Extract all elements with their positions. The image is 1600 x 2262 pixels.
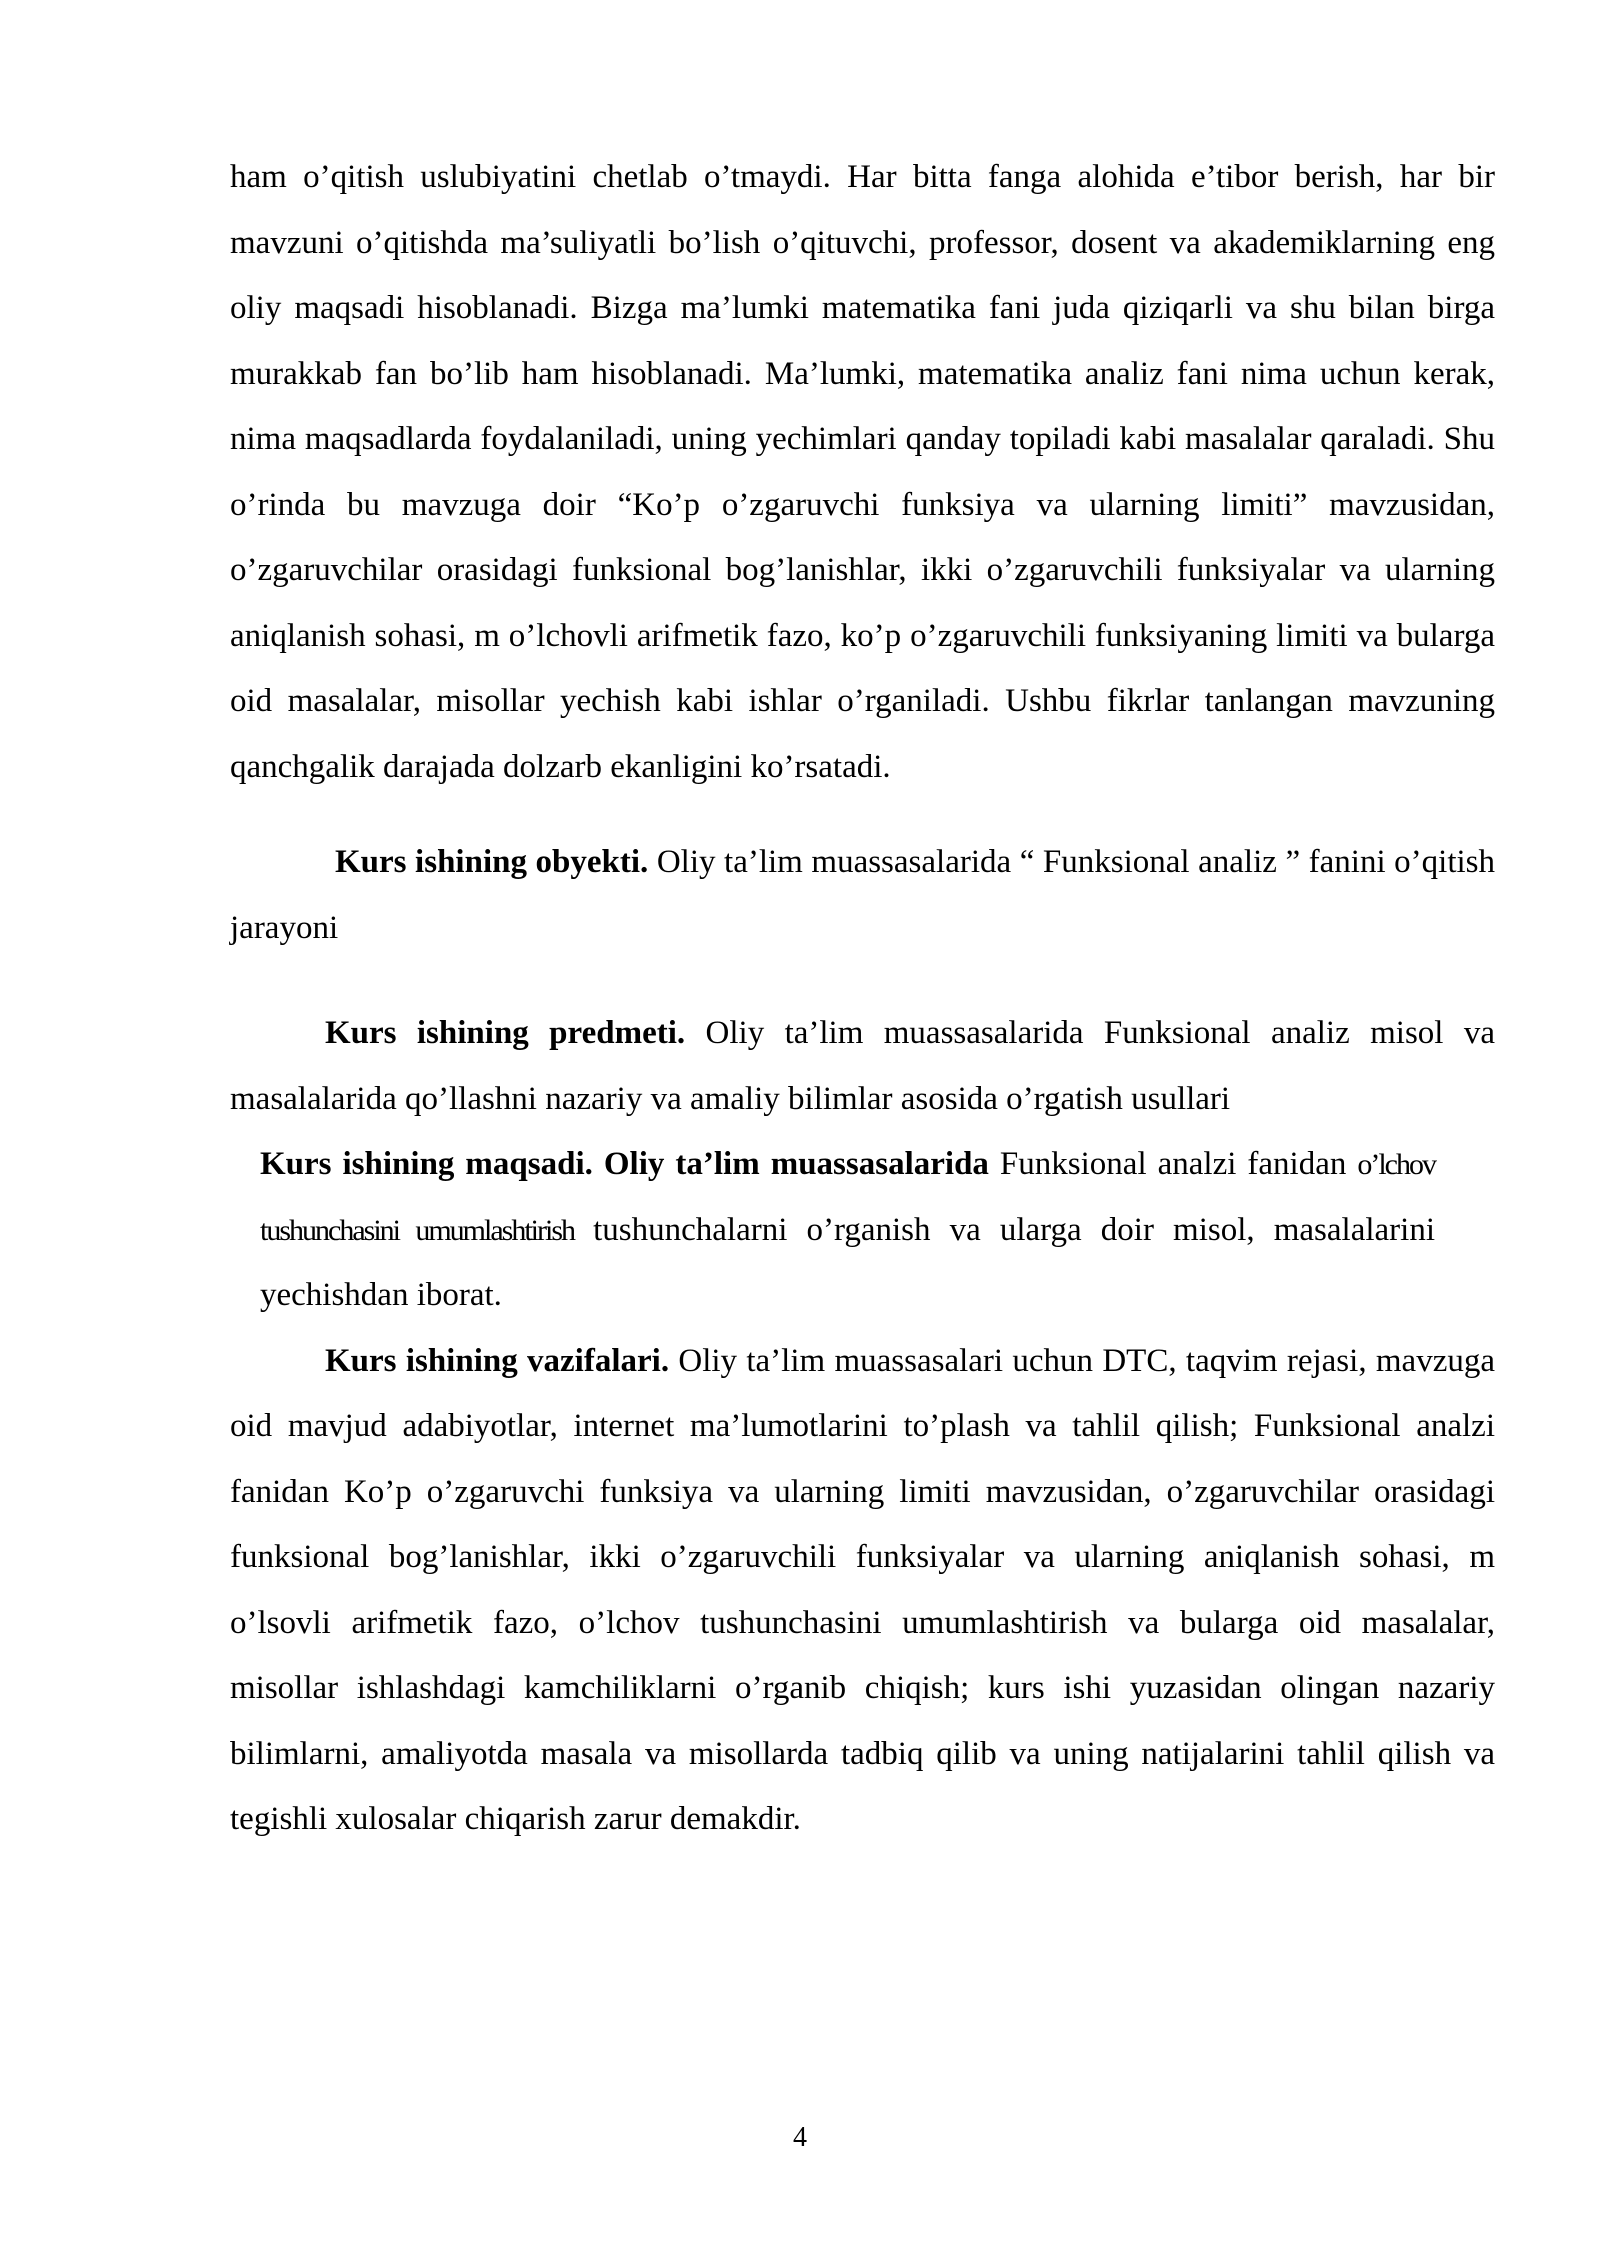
object-text: Oliy ta’lim muassasalarida “ Funksional analiz ” fanini o’qitish jarayoni bbox=[230, 844, 1495, 946]
goal-text-condensed: o’lchov tushunchasini umumlashtirish bbox=[260, 1148, 1435, 1247]
subject-heading: Kurs ishining predmeti. bbox=[325, 1015, 686, 1051]
object-paragraph bbox=[230, 830, 1495, 961]
subject-text: Oliy ta’lim muassasalarida Funksional analiz misol va masalalarida qo’llashni nazariy va amaliy bilimlar asosida o’rgatish usullari bbox=[230, 1015, 1496, 1117]
goal-heading: Kurs ishining maqsadi. Oliy ta’lim muassasalarida bbox=[260, 1146, 989, 1182]
goal-text-before: Funksional analzi fanidan bbox=[988, 1146, 1358, 1182]
goal-text-after: tushunchalarni o’rganish va ularga doir misol, masalalarini yechishdan iborat. bbox=[260, 1211, 1435, 1313]
tasks-paragraph bbox=[230, 1329, 1495, 1853]
intro-paragraph: ham o’qitish uslubiyatini chetlab o’tmaydi. Har bitta fanga alohida e’tibor berish, har bir mavzuni o’qitishda ma’suliyatli bo’lish o’qituvchi, professor, dosent va akademiklarning eng oliy maqsadi hisoblanadi. Bizga ma’lumki matematika fani juda qiziqarli va shu bilan birga murakkab fan bo’lib ham hisoblanadi. Ma’lumki, matematika analiz fani nima uchun kerak, nima maqsadlarda foydalaniladi, uning yechimlari qanday topiladi kabi masalalar qaraladi. Shu o’rinda bu mavzuga doir “Ko’p o’zgaruvchi funksiya va ularning limiti” mavzusidan, o’zgaruvchilar orasidagi funksional bog’lanishlar, ikki o’zgaruvchili funksiyalar va ularning aniqlanish sohasi, m o’lchovli arifmetik fazo, ko’p o’zgaruvchili funksiyaning limiti va bularga oid masalalar, misollar yechish kabi ishlar o’rganiladi. Ushbu fikrlar tanlangan mavzuning qanchgalik darajada dolzarb ekanligini ko’rsatadi. bbox=[230, 159, 1495, 785]
goal-paragraph bbox=[230, 1132, 1495, 1329]
document-page bbox=[230, 145, 1495, 1853]
subject-paragraph bbox=[230, 1001, 1495, 1132]
tasks-heading: Kurs ishining vazifalari. bbox=[325, 1342, 670, 1379]
tasks-text: Oliy ta’lim muassasalari uchun DTC, taqvim rejasi, mavzuga oid mavjud adabiyotlar, internet ma’lumotlarini to’plash va tahlil qilish; Funksional analzi fanidan Ko’p o’zgaruvchi funksiya va ularning limiti mavzusidan, o’zgaruvchilar orasidagi funksional bog’lanishlar, ikki o’zgaruvchili funksiyalar va ularning aniqlanish sohasi, m o’lsovli arifmetik fazo, o’lchov tushunchasini umumlashtirish va bularga oid masalalar, misollar ishlashdagi kamchiliklarni o’rganib chiqish; kurs ishi yuzasidan olingan nazariy bilimlarni, amaliyotda masala va misollarda tadbiq qilib va uning natijalarini tahlil qilish va tegishli xulosalar chiqarish zarur demakdir. bbox=[230, 1342, 1495, 1837]
object-heading: Kurs ishining obyekti. bbox=[335, 844, 649, 880]
page-number: 4 bbox=[793, 2122, 807, 2153]
